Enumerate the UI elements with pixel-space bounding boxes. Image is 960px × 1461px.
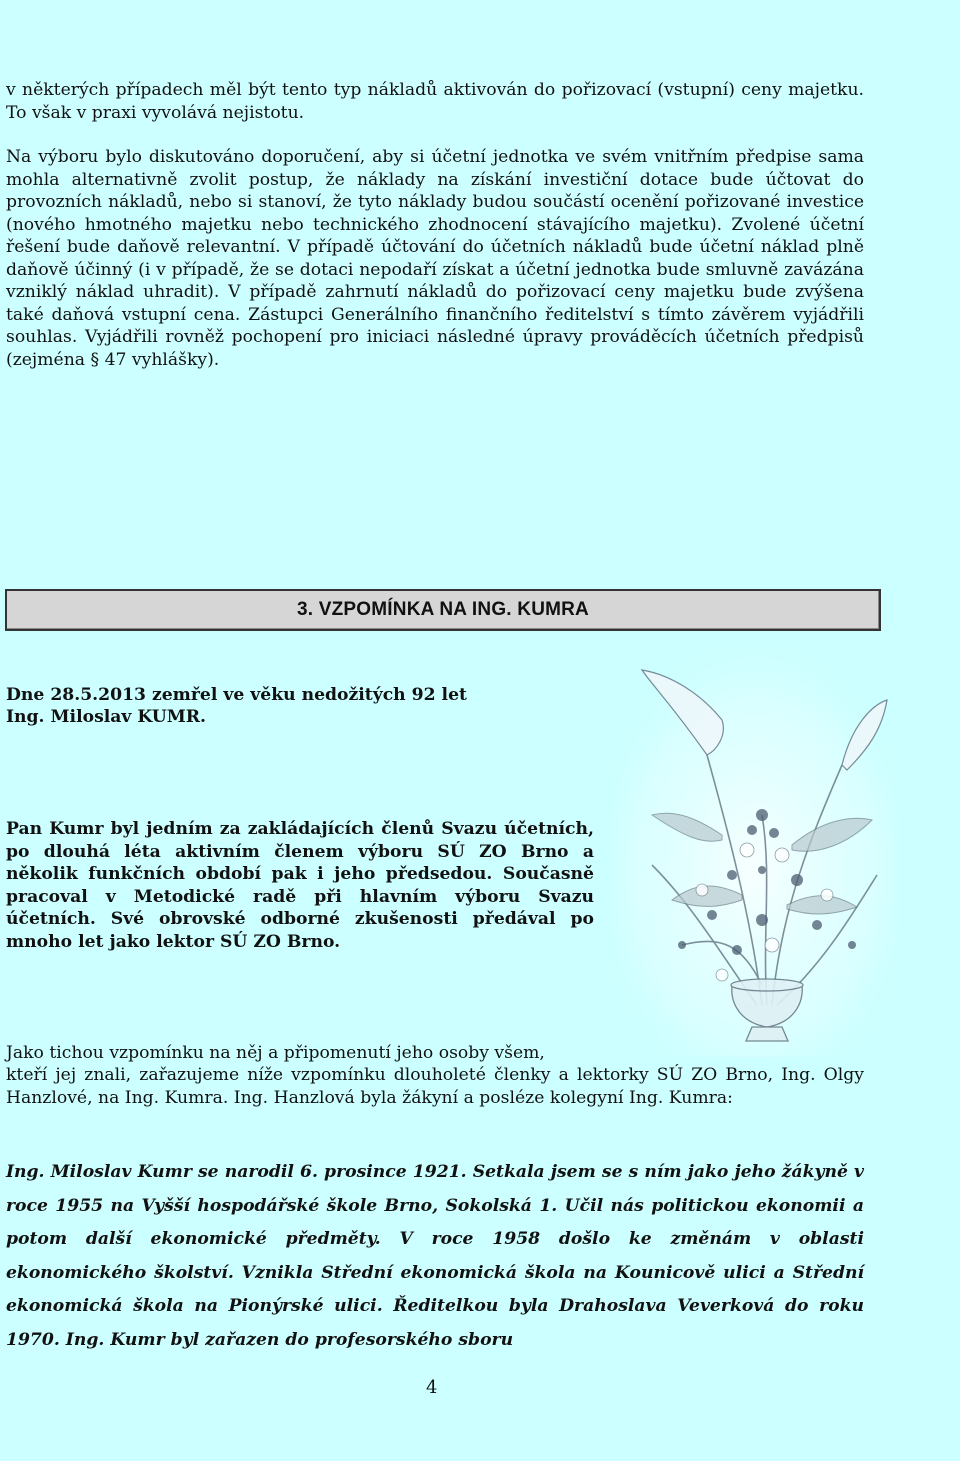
committee-paragraph: Na výboru bylo diskutováno doporučení, aby si účetní jednotka ve svém vnitřním předpise sama mohla alternativně zvolit postup, že náklady na získání investiční dotace bude účtovat do provozních nákladů, nebo si stanoví, že tyto náklady budou součástí ocenění pořizované investice (nového hmotného majetku nebo technického zhodnocení stávajícího majetku). Zvolené účetní řešení bude daňově relevantní. V případě účtování do účetních nákladů bude účetní náklad plně daňově účinný (i v případě, že se dotaci nepodaří získat a účetní jednotka bude smluvně zavázána vzniklý náklad uhradit). V případě zahrnutí nákladů do pořizovací ceny majetku bude zvýšena také daňová vstupní cena. Zástupci Generálního finančního ředitelství s tímto závěrem vyjádřili souhlas. Vyjádřili rovněž pochopení pro iniciaci následné úpravy prováděcích účetních předpisů (zejména § 47 vyhlášky).	[6, 147, 864, 370]
section-heading-box	[5, 589, 881, 631]
quote-paragraph: Ing. Miloslav Kumr se narodil 6. prosince 1921. Setkala jsem se s ním jako jeho žákyně v roce 1955 na Vyšší hospodářské škole Brno, Sokolská 1. Učil nás politickou ekonomii a potom další ekonomické předměty. V roce 1958 došlo ke změnám v oblasti ekonomického školství. Vznikla Střední ekonomická škola na Kounicově ulici a Střední ekonomická škola na Pionýrské ulici. Ředitelkou byla Drahoslava Veverková do roku 1970. Ing. Kumr byl zařazen do profesorského sboru	[6, 1162, 864, 1350]
death-notice-line: Dne 28.5.2013 zemřel ve věku nedožitých 92 let	[6, 685, 467, 705]
intro-paragraph: v některých případech měl být tento typ nákladů aktivován do pořizovací (vstupní) ceny majetku. To však v praxi vyvolává nejistotu.	[6, 80, 864, 123]
memory-intro-text: kteří jej znali, zařazujeme níže vzpomínku dlouholeté členky a lektorky SÚ ZO Brno, Ing. Olgy Hanzlové, na Ing. Kumra. Ing. Hanzlová byla žákyní a posléze kolegyní Ing. Kumra:	[6, 1065, 864, 1108]
bio-paragraph: Pan Kumr byl jedním za zakládajících členů Svazu účetních, po dlouhá léta aktivním členem výboru SÚ ZO Brno a několik funkčních období pak i jeho předsedou. Současně pracoval v Metodické radě při hlavním výboru Svazu účetních. Své obrovské odborné zkušenosti předával po mnoho let jako lektor SÚ ZO Brno.	[6, 819, 594, 952]
flower-bouquet-illustration	[612, 645, 898, 1057]
death-notice-name: Ing. Miloslav KUMR.	[6, 707, 206, 727]
memory-intro-line: Jako tichou vzpomínku na něj a připomenutí jeho osoby všem,	[6, 1043, 545, 1063]
section-heading: 3. VZPOMÍNKA NA ING. KUMRA	[297, 599, 589, 620]
page-number: 4	[426, 1377, 438, 1398]
